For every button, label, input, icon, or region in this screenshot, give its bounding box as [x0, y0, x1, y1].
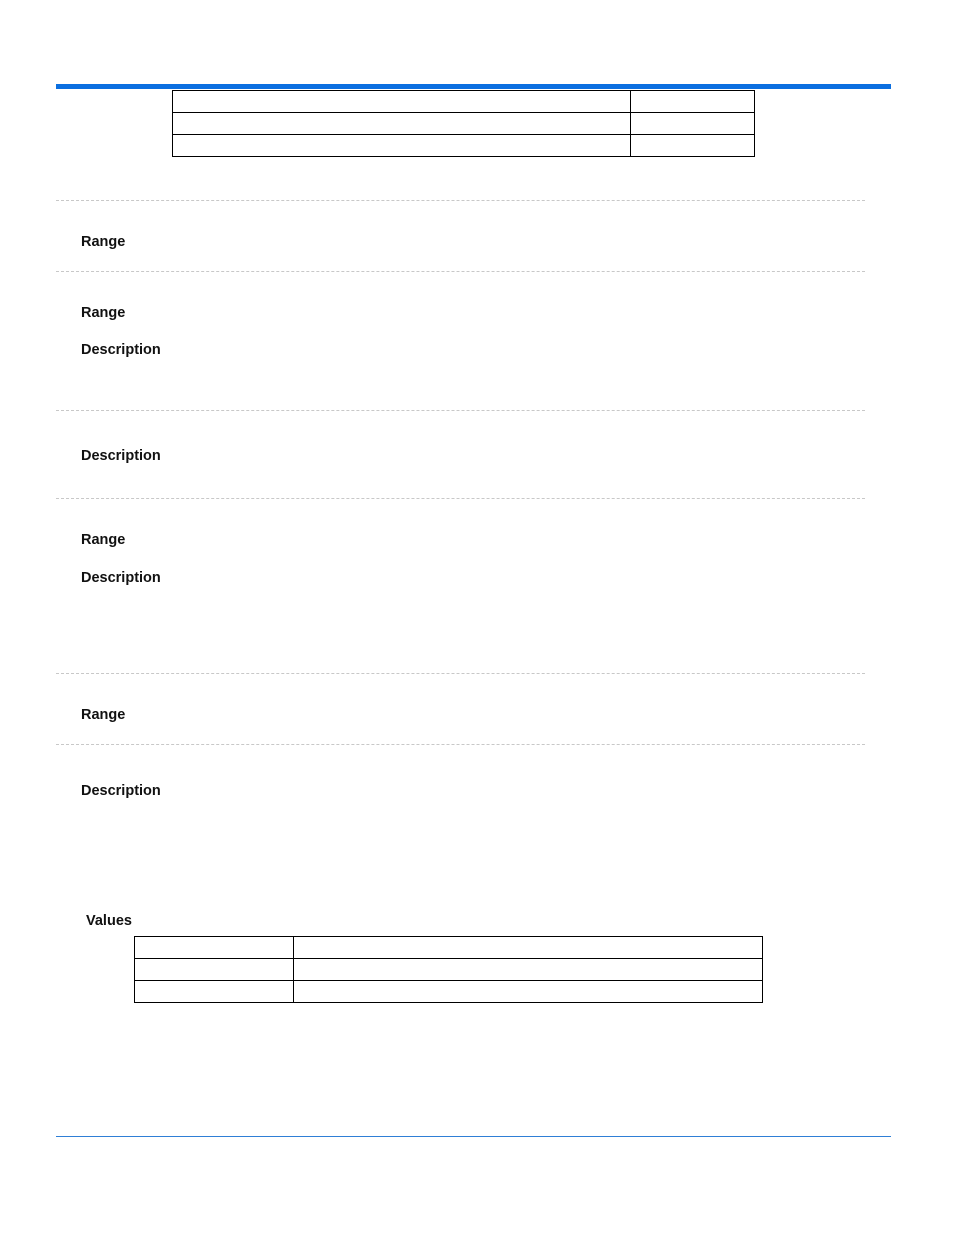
section-divider: [56, 200, 865, 201]
table-cell: [294, 959, 763, 981]
range-label: Range: [81, 532, 126, 548]
table-cell: [631, 113, 755, 135]
description-label: Description: [81, 448, 161, 464]
table-cell: [135, 981, 294, 1003]
header-rule: [56, 84, 891, 89]
table-row: [173, 113, 755, 135]
section-divider: [56, 673, 865, 674]
table-cell: [173, 91, 631, 113]
section-divider: [56, 410, 865, 411]
table-cell: [294, 937, 763, 959]
description-label: Description: [81, 570, 161, 586]
range-label: Range: [81, 707, 126, 723]
table-cell: [135, 959, 294, 981]
table-cell: [173, 113, 631, 135]
description-label: Description: [81, 783, 161, 799]
footer-rule: [56, 1136, 891, 1137]
section-divider: [56, 271, 865, 272]
range-label: Range: [81, 305, 126, 321]
table-row: [135, 937, 763, 959]
table-cell: [294, 981, 763, 1003]
section-divider: [56, 498, 865, 499]
table-row: [173, 91, 755, 113]
table-row: [135, 959, 763, 981]
top-table: [172, 90, 755, 157]
table-row: [173, 135, 755, 157]
table-cell: [631, 91, 755, 113]
values-table: [134, 936, 763, 1003]
table-cell: [173, 135, 631, 157]
section-divider: [56, 744, 865, 745]
description-label: Description: [81, 342, 161, 358]
table-cell: [631, 135, 755, 157]
table-row: [135, 981, 763, 1003]
range-label: Range: [81, 234, 126, 250]
table-cell: [135, 937, 294, 959]
values-label: Values: [86, 913, 132, 929]
